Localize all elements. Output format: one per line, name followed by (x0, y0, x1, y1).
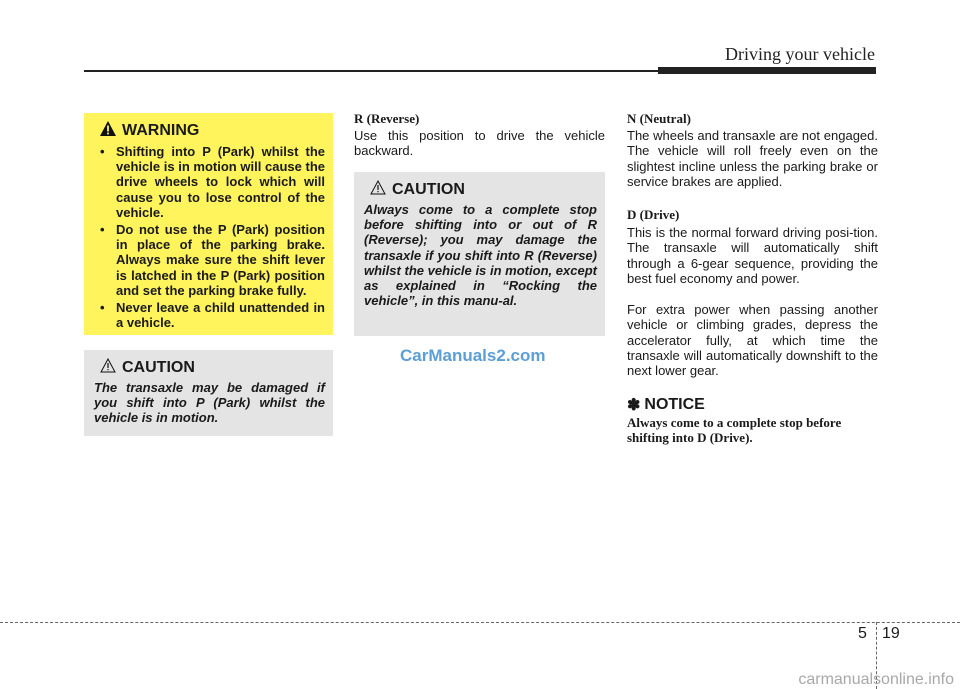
caution-box-reverse (354, 172, 605, 336)
warning-title: WARNING (122, 122, 200, 139)
warning-list (92, 144, 325, 330)
notice-text: Always come to a complete stop before shifting into D (Drive). (627, 415, 842, 446)
neutral-text: The wheels and transaxle are not engaged. The vehicle will roll freely even on the slightest incline unless the parking brake or service brakes are applied. (627, 128, 878, 189)
caution-triangle-icon (370, 180, 386, 200)
header-rule-thin (84, 70, 658, 72)
page-number: 19 (882, 625, 900, 642)
warning-item: • Shifting into P (Park) whilst the vehicle is in motion will cause the drive wheels to lock which will cause you to lose control of the vehicle. (100, 144, 325, 220)
caution-text: The transaxle may be damaged if you shift into P (Park) whilst the vehicle is in motion. (94, 380, 325, 426)
watermark: CarManuals2.com (400, 346, 546, 365)
footer-url[interactable]: carmanualsonline.info (798, 671, 954, 688)
warning-triangle-icon (100, 121, 116, 141)
drive-text-2: For extra power when passing another vehicle or climbing grades, depress the accelerator fully, at which time the transaxle will automatically downshift to the next lower gear. (627, 302, 878, 379)
caution-title: CAUTION (122, 359, 195, 376)
footer-dash-line (0, 622, 960, 623)
drive-text-1: This is the normal forward driving posi-tion. The transaxle will automatically shift through a 6-gear sequence, providing the best fuel economy and power. (627, 225, 878, 286)
caution-header (370, 180, 597, 200)
header-rule-thick (658, 67, 876, 74)
notice-star-icon: ✽ (627, 397, 641, 414)
caution-triangle-icon (100, 358, 116, 378)
chapter-title: Driving your vehicle (725, 44, 875, 64)
warning-box (84, 113, 333, 335)
reverse-heading: R (Reverse) (354, 111, 420, 126)
caution-text: Always come to a complete stop before shifting into or out of R (Reverse); you may damage the transaxle if you shift into R (Reverse) whilst the vehicle is in motion, except as explained in “Rocking the vehicle”, in this manu-al. (364, 202, 597, 309)
caution-box-park (84, 350, 333, 436)
reverse-text: Use this position to drive the vehicle backward. (354, 128, 605, 159)
section-number: 5 (858, 625, 867, 642)
warning-item: • Never leave a child unattended in a vehicle. (100, 300, 325, 331)
notice-title: NOTICE (644, 396, 705, 413)
warning-item: • Do not use the P (Park) position in place of the parking brake. Always make sure the shift lever is latched in the P (Park) position and set the parking brake fully. (100, 222, 325, 298)
caution-title: CAUTION (392, 181, 465, 198)
notice-header (627, 395, 705, 415)
warning-header (100, 121, 325, 141)
drive-heading: D (Drive) (627, 207, 680, 222)
neutral-heading: N (Neutral) (627, 111, 691, 126)
caution-header (100, 358, 325, 378)
